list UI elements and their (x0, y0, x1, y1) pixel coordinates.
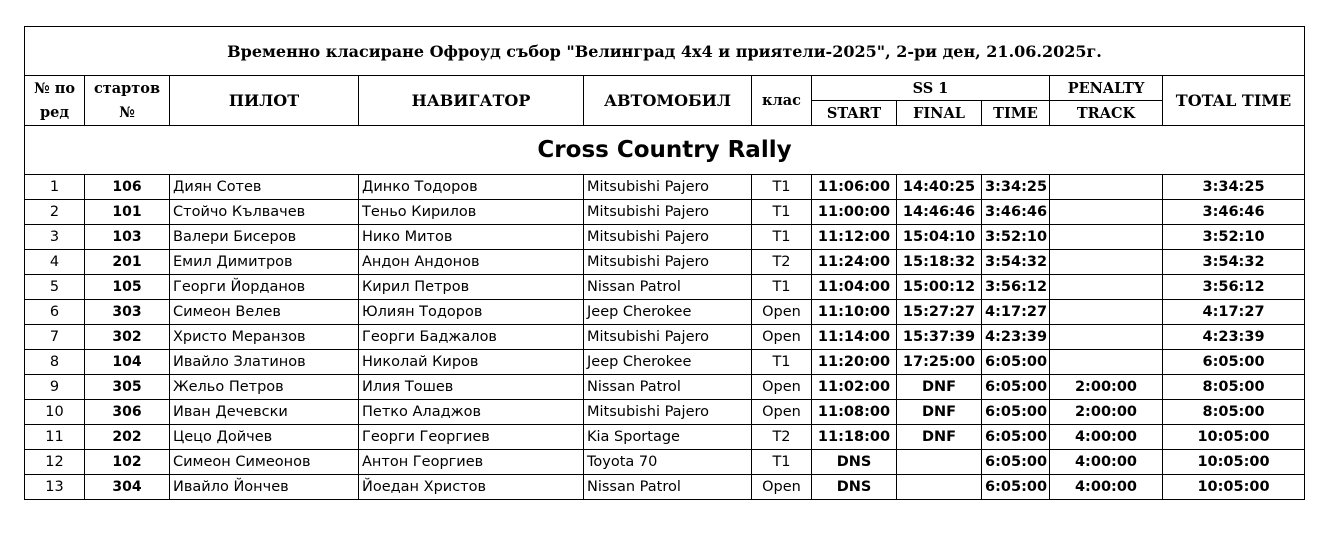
header-ss1: SS 1 (812, 76, 1050, 101)
table-row (25, 275, 1305, 300)
cell-ss-time: 6:05:00 (982, 350, 1050, 375)
cell-total-time: 3:56:12 (1163, 275, 1305, 300)
cell-ss-time: 4:17:27 (982, 300, 1050, 325)
cell-ss-start: 11:10:00 (812, 300, 897, 325)
cell-penalty-track (1050, 275, 1163, 300)
cell-ss-start: DNS (812, 450, 897, 475)
cell-car: Mitsubishi Pajero (584, 225, 752, 250)
header-navigator: НАВИГАТОР (359, 76, 584, 126)
header-ss-start: START (812, 101, 897, 126)
cell-class: T1 (752, 275, 812, 300)
cell-ss-start: 11:04:00 (812, 275, 897, 300)
cell-navigator: Динко Тодоров (359, 175, 584, 200)
cell-car: Mitsubishi Pajero (584, 325, 752, 350)
table-row (25, 250, 1305, 275)
cell-total-time: 3:52:10 (1163, 225, 1305, 250)
cell-pilot: Цецо Дойчев (170, 425, 359, 450)
cell-car: Jeep Cherokee (584, 350, 752, 375)
cell-ss-time: 3:52:10 (982, 225, 1050, 250)
cell-pilot: Георги Йорданов (170, 275, 359, 300)
table-row (25, 425, 1305, 450)
cell-penalty-track (1050, 300, 1163, 325)
table-row (25, 375, 1305, 400)
cell-start-number: 305 (85, 375, 170, 400)
cell-total-time: 3:46:46 (1163, 200, 1305, 225)
cell-position: 13 (25, 475, 85, 500)
cell-total-time: 4:17:27 (1163, 300, 1305, 325)
cell-penalty-track (1050, 175, 1163, 200)
cell-penalty-track: 4:00:00 (1050, 475, 1163, 500)
cell-total-time: 8:05:00 (1163, 375, 1305, 400)
cell-ss-final: 14:46:46 (897, 200, 982, 225)
cell-position: 10 (25, 400, 85, 425)
cell-ss-final (897, 475, 982, 500)
cell-penalty-track: 2:00:00 (1050, 375, 1163, 400)
cell-ss-final: DNF (897, 375, 982, 400)
cell-ss-time: 6:05:00 (982, 400, 1050, 425)
cell-car: Mitsubishi Pajero (584, 175, 752, 200)
results-table (24, 26, 1305, 500)
cell-pilot: Симеон Велев (170, 300, 359, 325)
cell-ss-final: 15:18:32 (897, 250, 982, 275)
cell-navigator: Йоедан Христов (359, 475, 584, 500)
cell-navigator: Юлиян Тодоров (359, 300, 584, 325)
cell-ss-final: 14:40:25 (897, 175, 982, 200)
cell-position: 6 (25, 300, 85, 325)
cell-ss-time: 3:46:46 (982, 200, 1050, 225)
table-row (25, 225, 1305, 250)
cell-total-time: 3:54:32 (1163, 250, 1305, 275)
cell-pilot: Христо Меранзов (170, 325, 359, 350)
cell-start-number: 303 (85, 300, 170, 325)
cell-car: Mitsubishi Pajero (584, 400, 752, 425)
cell-navigator: Андон Андонов (359, 250, 584, 275)
cell-pilot: Стойчо Кълвачев (170, 200, 359, 225)
table-row (25, 300, 1305, 325)
cell-class: Open (752, 375, 812, 400)
cell-position: 1 (25, 175, 85, 200)
cell-position: 8 (25, 350, 85, 375)
cell-position: 12 (25, 450, 85, 475)
table-row (25, 325, 1305, 350)
cell-pilot: Емил Димитров (170, 250, 359, 275)
header-ss-time: TIME (982, 101, 1050, 126)
cell-ss-final: 15:00:12 (897, 275, 982, 300)
cell-navigator: Теньо Кирилов (359, 200, 584, 225)
header-penalty: PENALTY (1050, 76, 1163, 101)
cell-total-time: 10:05:00 (1163, 475, 1305, 500)
cell-start-number: 201 (85, 250, 170, 275)
cell-class: Open (752, 300, 812, 325)
cell-pilot: Валери Бисеров (170, 225, 359, 250)
cell-start-number: 106 (85, 175, 170, 200)
cell-ss-time: 6:05:00 (982, 475, 1050, 500)
cell-total-time: 10:05:00 (1163, 425, 1305, 450)
cell-ss-final: 17:25:00 (897, 350, 982, 375)
header-start-no-line2: № (85, 101, 170, 126)
cell-navigator: Илия Тошев (359, 375, 584, 400)
cell-navigator: Кирил Петров (359, 275, 584, 300)
page-title: Временно класиране Офроуд събор "Велинград 4х4 и приятели-2025", 2-ри ден, 21.06.2025г. (25, 27, 1305, 76)
cell-ss-time: 3:54:32 (982, 250, 1050, 275)
cell-car: Nissan Patrol (584, 275, 752, 300)
cell-ss-time: 6:05:00 (982, 375, 1050, 400)
table-row (25, 475, 1305, 500)
cell-car: Nissan Patrol (584, 475, 752, 500)
cell-ss-start: 11:14:00 (812, 325, 897, 350)
cell-car: Nissan Patrol (584, 375, 752, 400)
cell-car: Jeep Cherokee (584, 300, 752, 325)
cell-class: Open (752, 325, 812, 350)
header-ss-final: FINAL (897, 101, 982, 126)
table-row (25, 200, 1305, 225)
cell-position: 4 (25, 250, 85, 275)
cell-class: Open (752, 400, 812, 425)
header-track: TRACK (1050, 101, 1163, 126)
header-pilot: ПИЛОТ (170, 76, 359, 126)
cell-car: Mitsubishi Pajero (584, 200, 752, 225)
cell-pilot: Иван Дечевски (170, 400, 359, 425)
cell-pilot: Ивайло Йончев (170, 475, 359, 500)
cell-ss-start: 11:08:00 (812, 400, 897, 425)
cell-start-number: 302 (85, 325, 170, 350)
cell-start-number: 102 (85, 450, 170, 475)
cell-start-number: 202 (85, 425, 170, 450)
cell-ss-start: 11:00:00 (812, 200, 897, 225)
cell-class: T1 (752, 450, 812, 475)
cell-class: T1 (752, 175, 812, 200)
cell-ss-start: 11:12:00 (812, 225, 897, 250)
cell-ss-start: 11:02:00 (812, 375, 897, 400)
header-class: клас (752, 76, 812, 126)
cell-pilot: Диян Сотев (170, 175, 359, 200)
cell-position: 3 (25, 225, 85, 250)
cell-class: Open (752, 475, 812, 500)
cell-navigator: Петко Аладжов (359, 400, 584, 425)
cell-penalty-track: 4:00:00 (1050, 425, 1163, 450)
cell-ss-final (897, 450, 982, 475)
header-start-no-line1: стартов (85, 76, 170, 101)
cell-penalty-track (1050, 325, 1163, 350)
table-row (25, 400, 1305, 425)
cell-ss-start: DNS (812, 475, 897, 500)
header-pos-line2: ред (25, 101, 85, 126)
cell-ss-final: 15:04:10 (897, 225, 982, 250)
cell-car: Toyota 70 (584, 450, 752, 475)
cell-car: Kia Sportage (584, 425, 752, 450)
cell-ss-time: 6:05:00 (982, 425, 1050, 450)
cell-ss-time: 6:05:00 (982, 450, 1050, 475)
header-total-time: TOTAL TIME (1163, 76, 1305, 126)
cell-penalty-track (1050, 200, 1163, 225)
cell-class: T2 (752, 425, 812, 450)
cell-penalty-track: 2:00:00 (1050, 400, 1163, 425)
cell-ss-final: DNF (897, 425, 982, 450)
cell-ss-final: 15:37:39 (897, 325, 982, 350)
cell-ss-final: DNF (897, 400, 982, 425)
cell-car: Mitsubishi Pajero (584, 250, 752, 275)
cell-navigator: Георги Георгиев (359, 425, 584, 450)
cell-pilot: Симеон Симеонов (170, 450, 359, 475)
cell-ss-time: 4:23:39 (982, 325, 1050, 350)
cell-start-number: 101 (85, 200, 170, 225)
cell-start-number: 103 (85, 225, 170, 250)
table-row (25, 175, 1305, 200)
table-row (25, 350, 1305, 375)
cell-position: 5 (25, 275, 85, 300)
cell-ss-start: 11:24:00 (812, 250, 897, 275)
cell-navigator: Георги Баджалов (359, 325, 584, 350)
cell-total-time: 4:23:39 (1163, 325, 1305, 350)
cell-class: T1 (752, 200, 812, 225)
cell-position: 9 (25, 375, 85, 400)
cell-ss-start: 11:06:00 (812, 175, 897, 200)
cell-ss-time: 3:56:12 (982, 275, 1050, 300)
cell-ss-start: 11:20:00 (812, 350, 897, 375)
cell-penalty-track (1050, 225, 1163, 250)
cell-start-number: 304 (85, 475, 170, 500)
cell-class: T1 (752, 225, 812, 250)
cell-ss-start: 11:18:00 (812, 425, 897, 450)
table-row (25, 450, 1305, 475)
cell-class: T1 (752, 350, 812, 375)
header-car: АВТОМОБИЛ (584, 76, 752, 126)
cell-ss-final: 15:27:27 (897, 300, 982, 325)
cell-start-number: 105 (85, 275, 170, 300)
cell-navigator: Николай Киров (359, 350, 584, 375)
cell-start-number: 104 (85, 350, 170, 375)
cell-ss-time: 3:34:25 (982, 175, 1050, 200)
cell-total-time: 3:34:25 (1163, 175, 1305, 200)
cell-class: T2 (752, 250, 812, 275)
cell-penalty-track: 4:00:00 (1050, 450, 1163, 475)
cell-penalty-track (1050, 350, 1163, 375)
cell-pilot: Ивайло Златинов (170, 350, 359, 375)
cell-position: 2 (25, 200, 85, 225)
cell-position: 7 (25, 325, 85, 350)
cell-total-time: 6:05:00 (1163, 350, 1305, 375)
cell-navigator: Антон Георгиев (359, 450, 584, 475)
cell-total-time: 8:05:00 (1163, 400, 1305, 425)
cell-start-number: 306 (85, 400, 170, 425)
results-rows (25, 175, 1305, 500)
section-title: Cross Country Rally (25, 126, 1305, 175)
cell-navigator: Нико Митов (359, 225, 584, 250)
cell-pilot: Жельо Петров (170, 375, 359, 400)
cell-position: 11 (25, 425, 85, 450)
cell-penalty-track (1050, 250, 1163, 275)
cell-total-time: 10:05:00 (1163, 450, 1305, 475)
header-pos-line1: № по (25, 76, 85, 101)
